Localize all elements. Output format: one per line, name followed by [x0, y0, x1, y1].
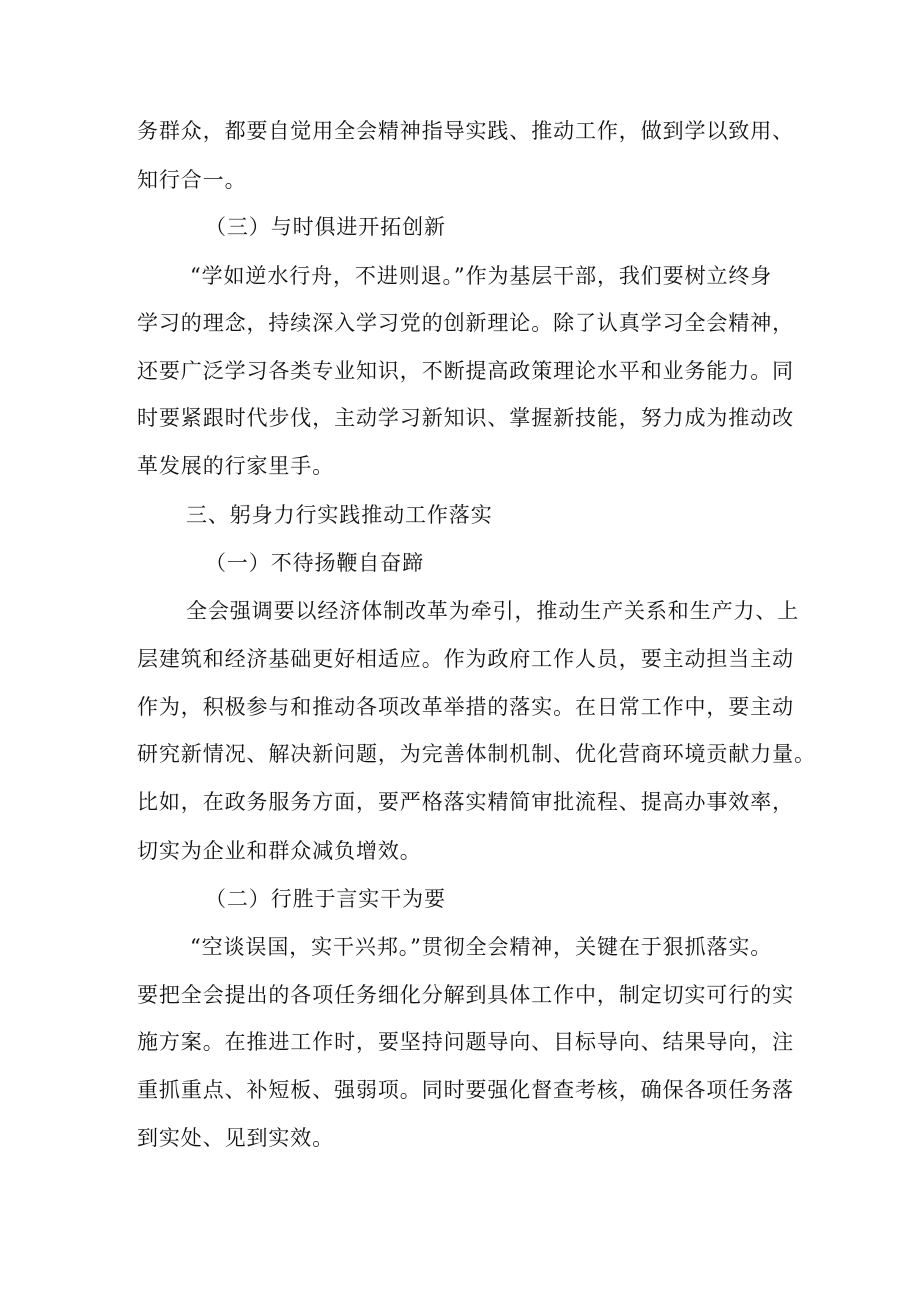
body-text-line: 施方案。在推进工作时，要坚持问题导向、目标导向、结果导向，注: [137, 1030, 794, 1054]
body-text-line: 还要广泛学习各类专业知识，不断提高政策理论水平和业务能力。同: [137, 359, 794, 383]
body-text-line: 重抓重点、补短板、强弱项。同时要强化督查考核，确保各项任务落: [137, 1078, 794, 1102]
body-text-line: 层建筑和经济基础更好相适应。作为政府工作人员，要主动担当主动: [137, 647, 794, 671]
paragraph-first-line: “空谈误国，实干兴邦。”贯彻全会精神，关键在于狠抓落实。: [190, 935, 773, 959]
body-text-line: 知行合一。: [137, 168, 247, 192]
body-text-line: 切实为企业和群众减负增效。: [137, 839, 422, 863]
body-text-line: 到实处、见到实效。: [137, 1126, 335, 1150]
subsection-heading: （二）行胜于言实干为要: [205, 887, 446, 911]
body-text-line: 比如，在政务服务方面，要严格落实精简审批流程、提高办事效率，: [137, 790, 794, 814]
body-text-line: 要把全会提出的各项任务细化分解到具体工作中，制定切实可行的实: [137, 983, 794, 1007]
subsection-heading: （一）不待扬鞭自奋蹄: [205, 551, 424, 575]
body-text-line: 作为，积极参与和推动各项改革举措的落实。在日常工作中，要主动: [137, 695, 794, 719]
body-text-line: 学习的理念，持续深入学习党的创新理论。除了认真学习全会精神，: [137, 311, 794, 335]
paragraph-first-line: 全会强调要以经济体制改革为牵引，推动生产关系和生产力、上: [186, 599, 800, 623]
body-text-line: 研究新情况、解决新问题，为完善体制机制、优化营商环境贡献力量。: [137, 742, 816, 766]
section-heading: 三、躬身力行实践推动工作落实: [186, 503, 493, 527]
body-text-line: 时要紧跟时代步伐，主动学习新知识、掌握新技能，努力成为推动改: [137, 406, 794, 430]
body-text-line: 革发展的行家里手。: [137, 454, 335, 478]
subsection-heading: （三）与时俱进开拓创新: [205, 215, 446, 239]
paragraph-first-line: “学如逆水行舟，不进则退。”作为基层干部，我们要树立终身: [190, 264, 773, 288]
body-text-line: 务群众，都要自觉用全会精神指导实践、推动工作，做到学以致用、: [137, 119, 794, 143]
